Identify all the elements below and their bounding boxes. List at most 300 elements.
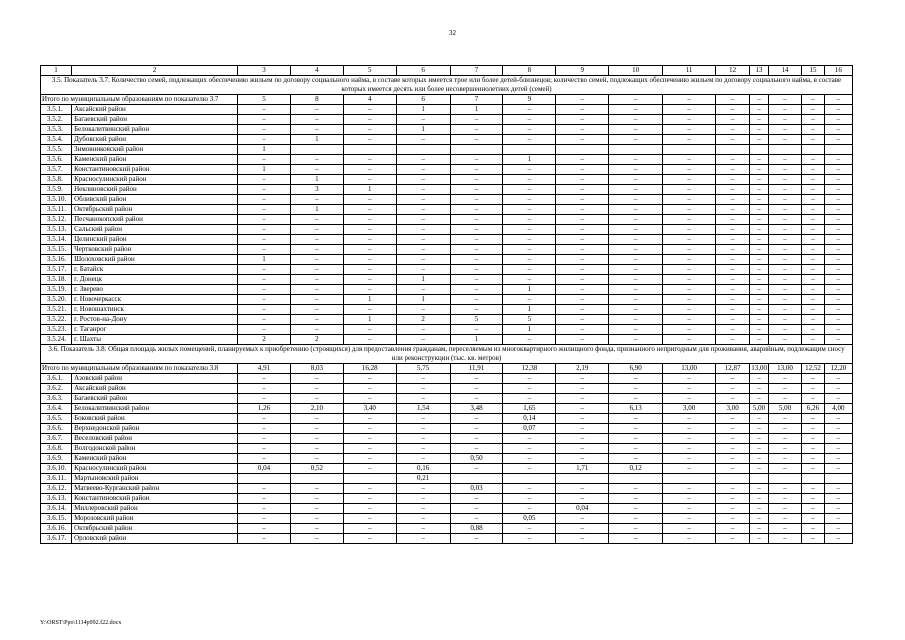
table-row bbox=[41, 245, 853, 255]
row-value: – bbox=[802, 155, 825, 165]
row-value: – bbox=[343, 534, 396, 544]
row-value: – bbox=[824, 454, 852, 464]
row-value: – bbox=[824, 424, 852, 434]
row-value: – bbox=[290, 374, 343, 384]
row-value: – bbox=[503, 165, 556, 175]
row-value: – bbox=[768, 384, 801, 394]
row-name: Багаевский район bbox=[72, 394, 238, 404]
row-value: – bbox=[609, 384, 663, 394]
row-value: – bbox=[450, 394, 503, 404]
row-value: – bbox=[396, 514, 450, 524]
total-value: 13,00 bbox=[663, 364, 716, 374]
table-row bbox=[41, 534, 853, 544]
row-value: – bbox=[768, 245, 801, 255]
row-value: – bbox=[768, 135, 801, 145]
total-value: – bbox=[824, 95, 852, 105]
row-name: Азовский район bbox=[72, 374, 238, 384]
row-name: г. Новочеркасск bbox=[72, 295, 238, 305]
row-value: – bbox=[609, 514, 663, 524]
row-value: 0,03 bbox=[450, 484, 503, 494]
row-value: – bbox=[716, 295, 750, 305]
total-value: – bbox=[750, 95, 769, 105]
table-row bbox=[41, 514, 853, 524]
row-value: – bbox=[750, 504, 769, 514]
row-value: – bbox=[802, 374, 825, 384]
row-value: – bbox=[609, 414, 663, 424]
row-value: – bbox=[503, 115, 556, 125]
row-value: – bbox=[609, 225, 663, 235]
table-row bbox=[41, 225, 853, 235]
table-row bbox=[41, 374, 853, 384]
row-value: – bbox=[450, 225, 503, 235]
row-value: – bbox=[503, 464, 556, 474]
row-value bbox=[663, 474, 716, 484]
row-value: – bbox=[609, 155, 663, 165]
row-code: 3.5.18. bbox=[41, 275, 72, 285]
row-value: – bbox=[290, 255, 343, 265]
row-value: – bbox=[609, 524, 663, 534]
row-code: 3.5.24. bbox=[41, 335, 72, 345]
row-value: – bbox=[802, 494, 825, 504]
row-name: Верхнедонской район bbox=[72, 424, 238, 434]
row-name: Сальский район bbox=[72, 225, 238, 235]
row-name: Песчанокопский район bbox=[72, 215, 238, 225]
row-value: 1 bbox=[343, 315, 396, 325]
row-value: – bbox=[663, 175, 716, 185]
row-code: 3.5.12. bbox=[41, 215, 72, 225]
row-value: – bbox=[768, 155, 801, 165]
row-value: – bbox=[716, 484, 750, 494]
row-value: – bbox=[802, 444, 825, 454]
total-value: 12,52 bbox=[802, 364, 825, 374]
row-value: – bbox=[716, 175, 750, 185]
row-value: – bbox=[768, 125, 801, 135]
row-value: – bbox=[238, 394, 291, 404]
row-value: – bbox=[609, 534, 663, 544]
table-row bbox=[41, 105, 853, 115]
table-row bbox=[41, 305, 853, 315]
row-value: – bbox=[750, 135, 769, 145]
row-value: – bbox=[802, 215, 825, 225]
total-value: – bbox=[556, 95, 609, 105]
row-value: – bbox=[663, 125, 716, 135]
row-value: – bbox=[290, 105, 343, 115]
row-value: – bbox=[824, 155, 852, 165]
row-value: – bbox=[768, 185, 801, 195]
row-value: – bbox=[556, 454, 609, 464]
row-name: г. Зверево bbox=[72, 285, 238, 295]
row-value: – bbox=[750, 414, 769, 424]
row-name: Веселовский район bbox=[72, 434, 238, 444]
row-value: – bbox=[663, 275, 716, 285]
row-value: – bbox=[556, 325, 609, 335]
row-value: – bbox=[556, 534, 609, 544]
column-number-12: 12 bbox=[716, 66, 750, 76]
row-value: – bbox=[396, 325, 450, 335]
table-row bbox=[41, 215, 853, 225]
row-value: – bbox=[768, 165, 801, 175]
row-name: Чертковский район bbox=[72, 245, 238, 255]
row-value: – bbox=[238, 205, 291, 215]
row-value: – bbox=[503, 454, 556, 464]
row-value: – bbox=[238, 514, 291, 524]
row-value: – bbox=[396, 394, 450, 404]
row-value: – bbox=[750, 195, 769, 205]
row-value: – bbox=[802, 165, 825, 175]
row-value bbox=[450, 474, 503, 484]
row-value: – bbox=[802, 325, 825, 335]
row-value: – bbox=[556, 315, 609, 325]
row-value: – bbox=[450, 444, 503, 454]
row-value: – bbox=[802, 484, 825, 494]
total-value: 7 bbox=[450, 95, 503, 105]
row-value: – bbox=[663, 225, 716, 235]
row-value: – bbox=[609, 484, 663, 494]
row-value: 1 bbox=[343, 185, 396, 195]
row-value: – bbox=[609, 285, 663, 295]
row-code: 3.6.10. bbox=[41, 464, 72, 474]
row-value: – bbox=[343, 414, 396, 424]
row-value: – bbox=[450, 305, 503, 315]
row-value bbox=[824, 474, 852, 484]
row-name: Зимовниковский район bbox=[72, 145, 238, 155]
row-value bbox=[609, 474, 663, 484]
row-value: – bbox=[450, 185, 503, 195]
row-value: – bbox=[556, 285, 609, 295]
row-value: – bbox=[750, 444, 769, 454]
row-value: – bbox=[824, 105, 852, 115]
column-number-8: 8 bbox=[503, 66, 556, 76]
table-row bbox=[41, 275, 853, 285]
row-value: – bbox=[768, 315, 801, 325]
row-value: – bbox=[663, 374, 716, 384]
row-value: 1 bbox=[290, 135, 343, 145]
row-value: – bbox=[238, 155, 291, 165]
row-value: – bbox=[503, 185, 556, 195]
total-value: 6,90 bbox=[609, 364, 663, 374]
row-value: – bbox=[290, 414, 343, 424]
total-value: 5 bbox=[238, 95, 291, 105]
row-value: – bbox=[238, 454, 291, 464]
row-value: – bbox=[396, 494, 450, 504]
row-value: – bbox=[290, 394, 343, 404]
row-value: – bbox=[663, 335, 716, 345]
row-value: – bbox=[343, 195, 396, 205]
row-value: – bbox=[750, 484, 769, 494]
row-value: – bbox=[768, 225, 801, 235]
row-value: – bbox=[556, 514, 609, 524]
total-value: 16,28 bbox=[343, 364, 396, 374]
row-value: – bbox=[663, 195, 716, 205]
row-name: г. Шахты bbox=[72, 335, 238, 345]
row-value: – bbox=[716, 444, 750, 454]
row-value bbox=[802, 145, 825, 155]
column-number-16: 16 bbox=[824, 66, 852, 76]
row-value: – bbox=[556, 335, 609, 345]
row-value bbox=[802, 474, 825, 484]
row-value: – bbox=[343, 175, 396, 185]
row-value: – bbox=[750, 115, 769, 125]
row-value: – bbox=[768, 275, 801, 285]
row-value: – bbox=[556, 295, 609, 305]
total-label: Итого по муниципальным образованиям по показателю 3.7 bbox=[41, 95, 238, 105]
row-value: 0,12 bbox=[609, 464, 663, 474]
row-value: 1 bbox=[238, 145, 291, 155]
row-value: – bbox=[768, 215, 801, 225]
row-value: – bbox=[290, 514, 343, 524]
row-value: – bbox=[768, 105, 801, 115]
row-value: – bbox=[802, 394, 825, 404]
row-value: 1 bbox=[396, 295, 450, 305]
row-value: – bbox=[824, 434, 852, 444]
row-value: – bbox=[503, 265, 556, 275]
row-value: – bbox=[556, 185, 609, 195]
row-value: – bbox=[343, 125, 396, 135]
row-value: – bbox=[802, 225, 825, 235]
row-value: 1 bbox=[503, 285, 556, 295]
row-code: 3.5.23. bbox=[41, 325, 72, 335]
row-value: – bbox=[768, 175, 801, 185]
row-value: – bbox=[768, 524, 801, 534]
row-value: – bbox=[503, 275, 556, 285]
column-number-7: 7 bbox=[450, 66, 503, 76]
row-value: – bbox=[503, 225, 556, 235]
row-value: – bbox=[716, 135, 750, 145]
row-value: – bbox=[450, 175, 503, 185]
row-value: – bbox=[750, 315, 769, 325]
section-title-row bbox=[41, 76, 853, 95]
row-value: – bbox=[290, 195, 343, 205]
row-name: Неклиновский район bbox=[72, 185, 238, 195]
row-code: 3.5.9. bbox=[41, 185, 72, 195]
row-value: – bbox=[768, 504, 801, 514]
row-value: – bbox=[343, 245, 396, 255]
row-value: 3,00 bbox=[663, 404, 716, 414]
row-value: – bbox=[716, 315, 750, 325]
row-value: – bbox=[716, 275, 750, 285]
row-value: – bbox=[290, 275, 343, 285]
row-value: – bbox=[750, 255, 769, 265]
row-value: – bbox=[824, 534, 852, 544]
row-name: Октябрьский район bbox=[72, 524, 238, 534]
row-value: – bbox=[609, 335, 663, 345]
section-title: 3.5. Показатель 3.7. Количество семей, подлежащих обеспечению жильем по договору социального найма, в составе которых имеется трое или более детей-близнецов; количество семей, подлежащих обеспечению жильем по договору социального найма, в составе которых имеется десять или более несовершеннолетних детей (семей) bbox=[41, 76, 853, 95]
row-code: 3.5.4. bbox=[41, 135, 72, 145]
row-value: – bbox=[343, 305, 396, 315]
row-value: – bbox=[609, 255, 663, 265]
row-value: – bbox=[343, 115, 396, 125]
total-value: 11,91 bbox=[450, 364, 503, 374]
row-value: 0,14 bbox=[503, 414, 556, 424]
row-value: 0,04 bbox=[238, 464, 291, 474]
row-name: Боковский район bbox=[72, 414, 238, 424]
row-value: – bbox=[663, 524, 716, 534]
row-value: – bbox=[750, 325, 769, 335]
row-value: – bbox=[556, 225, 609, 235]
table-row bbox=[41, 384, 853, 394]
row-value: – bbox=[716, 414, 750, 424]
row-value: – bbox=[503, 135, 556, 145]
row-value: – bbox=[238, 414, 291, 424]
row-value: – bbox=[396, 175, 450, 185]
row-value: – bbox=[238, 295, 291, 305]
row-name: г. Таганрог bbox=[72, 325, 238, 335]
row-value: – bbox=[343, 335, 396, 345]
row-value: – bbox=[824, 235, 852, 245]
table-row bbox=[41, 414, 853, 424]
row-value: – bbox=[750, 215, 769, 225]
section-title-row bbox=[41, 345, 853, 364]
row-value: – bbox=[503, 235, 556, 245]
row-value: – bbox=[450, 534, 503, 544]
row-value: – bbox=[750, 275, 769, 285]
row-value: – bbox=[290, 295, 343, 305]
row-value: 0,52 bbox=[290, 464, 343, 474]
row-value bbox=[343, 145, 396, 155]
row-value: – bbox=[396, 434, 450, 444]
row-value: – bbox=[716, 255, 750, 265]
row-value: – bbox=[450, 115, 503, 125]
row-value: – bbox=[802, 414, 825, 424]
row-code: 3.5.5. bbox=[41, 145, 72, 155]
table-row bbox=[41, 315, 853, 325]
total-value: – bbox=[768, 95, 801, 105]
table-row bbox=[41, 175, 853, 185]
row-value: – bbox=[343, 205, 396, 215]
row-value: – bbox=[503, 434, 556, 444]
row-value: – bbox=[663, 155, 716, 165]
row-value: – bbox=[609, 504, 663, 514]
row-value bbox=[716, 145, 750, 155]
row-value bbox=[716, 474, 750, 484]
row-value: – bbox=[396, 255, 450, 265]
row-value: 1 bbox=[238, 165, 291, 175]
row-value: – bbox=[238, 175, 291, 185]
row-value: – bbox=[716, 394, 750, 404]
row-value: – bbox=[824, 225, 852, 235]
row-value: – bbox=[290, 534, 343, 544]
row-value: – bbox=[343, 235, 396, 245]
row-value: – bbox=[609, 195, 663, 205]
row-value: – bbox=[396, 335, 450, 345]
row-value: – bbox=[609, 315, 663, 325]
row-value: – bbox=[663, 165, 716, 175]
row-value: 6,13 bbox=[609, 404, 663, 414]
row-value: – bbox=[396, 245, 450, 255]
row-value: – bbox=[556, 424, 609, 434]
row-value: – bbox=[802, 464, 825, 474]
column-number-1: 1 bbox=[41, 66, 72, 76]
row-value: – bbox=[450, 384, 503, 394]
row-value: – bbox=[716, 504, 750, 514]
row-name: Каменский район bbox=[72, 454, 238, 464]
row-value: – bbox=[290, 494, 343, 504]
row-value: – bbox=[609, 245, 663, 255]
row-value: – bbox=[768, 394, 801, 404]
row-value: – bbox=[824, 494, 852, 504]
table-row bbox=[41, 454, 853, 464]
row-code: 3.5.19. bbox=[41, 285, 72, 295]
row-name: г. Новошахтинск bbox=[72, 305, 238, 315]
row-value: – bbox=[750, 374, 769, 384]
table-row bbox=[41, 205, 853, 215]
row-value: – bbox=[824, 135, 852, 145]
row-value: – bbox=[824, 414, 852, 424]
row-value: – bbox=[802, 175, 825, 185]
row-value: – bbox=[238, 125, 291, 135]
row-value: – bbox=[556, 205, 609, 215]
row-value: – bbox=[663, 265, 716, 275]
table-row bbox=[41, 165, 853, 175]
row-value: – bbox=[609, 185, 663, 195]
row-value: – bbox=[716, 534, 750, 544]
row-value: – bbox=[450, 135, 503, 145]
row-value: – bbox=[238, 534, 291, 544]
row-value: – bbox=[750, 434, 769, 444]
row-value: 0,05 bbox=[503, 514, 556, 524]
row-value bbox=[290, 474, 343, 484]
table-row bbox=[41, 335, 853, 345]
row-name: Дубовский район bbox=[72, 135, 238, 145]
table-row bbox=[41, 494, 853, 504]
row-value: – bbox=[503, 295, 556, 305]
row-value: – bbox=[238, 484, 291, 494]
row-value: – bbox=[238, 115, 291, 125]
row-value: – bbox=[768, 235, 801, 245]
row-value: – bbox=[450, 434, 503, 444]
row-value: – bbox=[556, 195, 609, 205]
row-value: – bbox=[556, 414, 609, 424]
row-value: – bbox=[768, 534, 801, 544]
row-value: – bbox=[503, 215, 556, 225]
row-value: – bbox=[609, 205, 663, 215]
row-value: – bbox=[802, 285, 825, 295]
row-value: – bbox=[556, 275, 609, 285]
row-value: 5 bbox=[450, 315, 503, 325]
row-value: 1,71 bbox=[556, 464, 609, 474]
row-value: – bbox=[802, 115, 825, 125]
row-value: 1,26 bbox=[238, 404, 291, 414]
row-value: – bbox=[556, 165, 609, 175]
header-row bbox=[41, 66, 853, 76]
row-code: 3.5.7. bbox=[41, 165, 72, 175]
row-code: 3.6.6. bbox=[41, 424, 72, 434]
row-value: 1 bbox=[450, 335, 503, 345]
row-value: 1 bbox=[450, 105, 503, 115]
row-value: – bbox=[503, 255, 556, 265]
row-value: – bbox=[238, 444, 291, 454]
row-value: 6,26 bbox=[802, 404, 825, 414]
row-value: – bbox=[802, 205, 825, 215]
row-value: – bbox=[802, 384, 825, 394]
row-value: – bbox=[663, 454, 716, 464]
row-value: – bbox=[768, 514, 801, 524]
row-value: – bbox=[716, 165, 750, 175]
row-value: – bbox=[716, 245, 750, 255]
row-value: – bbox=[802, 265, 825, 275]
row-value: – bbox=[290, 125, 343, 135]
column-number-14: 14 bbox=[768, 66, 801, 76]
row-code: 3.6.3. bbox=[41, 394, 72, 404]
row-value: – bbox=[663, 444, 716, 454]
row-value: – bbox=[556, 115, 609, 125]
row-value: 3,00 bbox=[716, 404, 750, 414]
column-number-3: 3 bbox=[238, 66, 291, 76]
row-value: – bbox=[450, 165, 503, 175]
row-value: 1,65 bbox=[503, 404, 556, 414]
row-value: – bbox=[396, 165, 450, 175]
row-value: 0,88 bbox=[450, 524, 503, 534]
